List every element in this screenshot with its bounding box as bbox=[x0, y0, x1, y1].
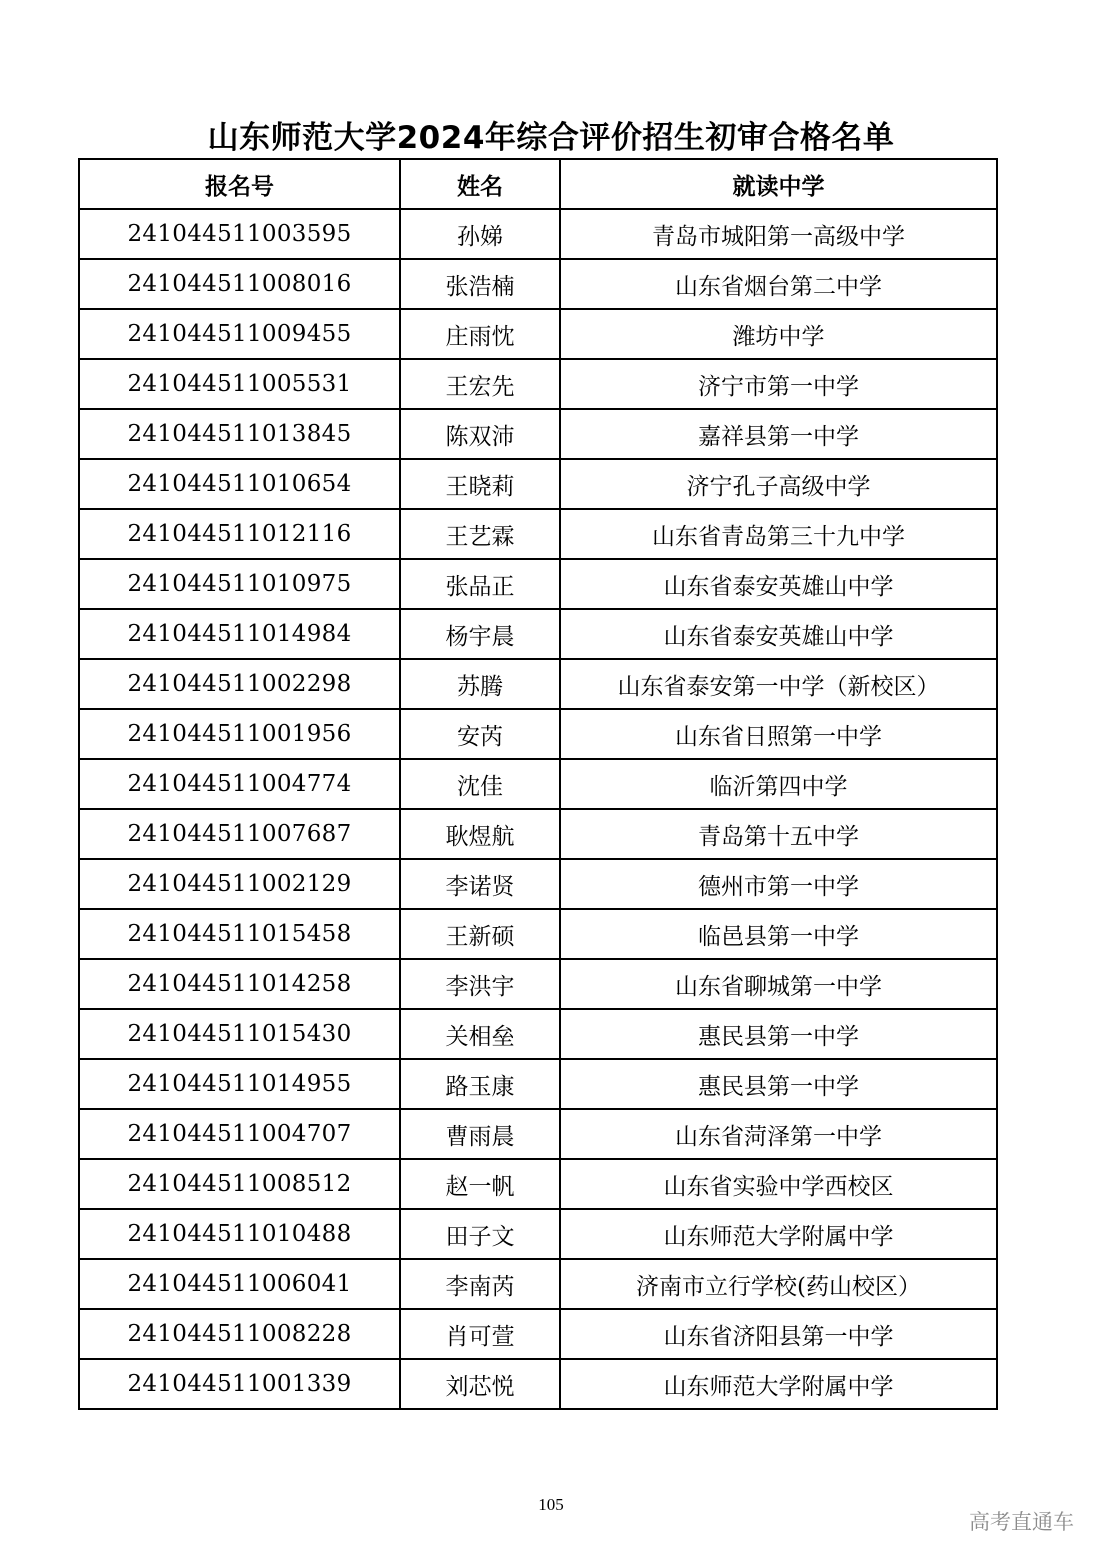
cell-school: 惠民县第一中学 bbox=[560, 1059, 997, 1109]
cell-registration-number: 241044511004707 bbox=[79, 1109, 400, 1159]
cell-registration-number: 241044511005531 bbox=[79, 359, 400, 409]
cell-school: 山东师范大学附属中学 bbox=[560, 1209, 997, 1259]
cell-student-name: 沈佳 bbox=[400, 759, 560, 809]
cell-student-name: 安芮 bbox=[400, 709, 560, 759]
cell-registration-number: 241044511002298 bbox=[79, 659, 400, 709]
cell-school: 山东省泰安英雄山中学 bbox=[560, 559, 997, 609]
table-row bbox=[79, 1209, 997, 1259]
cell-student-name: 张品正 bbox=[400, 559, 560, 609]
cell-registration-number: 241044511014984 bbox=[79, 609, 400, 659]
table-row bbox=[79, 909, 997, 959]
cell-registration-number: 241044511015430 bbox=[79, 1009, 400, 1059]
cell-registration-number: 241044511001339 bbox=[79, 1359, 400, 1409]
cell-student-name: 关相垒 bbox=[400, 1009, 560, 1059]
cell-student-name: 王艺霖 bbox=[400, 509, 560, 559]
table-row bbox=[79, 409, 997, 459]
cell-student-name: 李洪宇 bbox=[400, 959, 560, 1009]
table-row bbox=[79, 1059, 997, 1109]
cell-school: 山东省聊城第一中学 bbox=[560, 959, 997, 1009]
cell-registration-number: 241044511014955 bbox=[79, 1059, 400, 1109]
cell-school: 山东师范大学附属中学 bbox=[560, 1359, 997, 1409]
cell-school: 山东省济阳县第一中学 bbox=[560, 1309, 997, 1359]
cell-student-name: 张浩楠 bbox=[400, 259, 560, 309]
cell-student-name: 肖可萱 bbox=[400, 1309, 560, 1359]
table-row bbox=[79, 659, 997, 709]
table-row bbox=[79, 459, 997, 509]
cell-registration-number: 241044511010975 bbox=[79, 559, 400, 609]
cell-school: 青岛市城阳第一高级中学 bbox=[560, 209, 997, 259]
cell-registration-number: 241044511003595 bbox=[79, 209, 400, 259]
cell-student-name: 李诺贤 bbox=[400, 859, 560, 909]
cell-registration-number: 241044511010488 bbox=[79, 1209, 400, 1259]
cell-registration-number: 241044511012116 bbox=[79, 509, 400, 559]
table-row bbox=[79, 259, 997, 309]
cell-student-name: 庄雨忱 bbox=[400, 309, 560, 359]
cell-student-name: 王新硕 bbox=[400, 909, 560, 959]
cell-school: 山东省菏泽第一中学 bbox=[560, 1109, 997, 1159]
cell-school: 嘉祥县第一中学 bbox=[560, 409, 997, 459]
table-row bbox=[79, 1259, 997, 1309]
page-title: 山东师范大学2024年综合评价招生初审合格名单 bbox=[207, 120, 895, 156]
cell-registration-number: 241044511009455 bbox=[79, 309, 400, 359]
cell-school: 临沂第四中学 bbox=[560, 759, 997, 809]
cell-registration-number: 241044511010654 bbox=[79, 459, 400, 509]
table-row bbox=[79, 859, 997, 909]
table-row bbox=[79, 959, 997, 1009]
cell-school: 济南市立行学校(药山校区） bbox=[560, 1259, 997, 1309]
cell-registration-number: 241044511004774 bbox=[79, 759, 400, 809]
cell-school: 山东省日照第一中学 bbox=[560, 709, 997, 759]
table-row bbox=[79, 509, 997, 559]
cell-registration-number: 241044511002129 bbox=[79, 859, 400, 909]
cell-student-name: 赵一帆 bbox=[400, 1159, 560, 1209]
cell-school: 山东省实验中学西校区 bbox=[560, 1159, 997, 1209]
cell-school: 山东省烟台第二中学 bbox=[560, 259, 997, 309]
cell-student-name: 路玉康 bbox=[400, 1059, 560, 1109]
cell-school: 潍坊中学 bbox=[560, 309, 997, 359]
watermark: 高考直通车 bbox=[969, 1510, 1074, 1534]
cell-registration-number: 241044511013845 bbox=[79, 409, 400, 459]
cell-school: 惠民县第一中学 bbox=[560, 1009, 997, 1059]
cell-registration-number: 241044511007687 bbox=[79, 809, 400, 859]
table-row bbox=[79, 559, 997, 609]
cell-school: 山东省泰安第一中学（新校区） bbox=[560, 659, 997, 709]
column-header-name: 姓名 bbox=[400, 159, 560, 209]
cell-student-name: 陈双沛 bbox=[400, 409, 560, 459]
table-header-row bbox=[79, 159, 997, 209]
table-row bbox=[79, 1109, 997, 1159]
cell-registration-number: 241044511008016 bbox=[79, 259, 400, 309]
table-row bbox=[79, 809, 997, 859]
cell-school: 山东省泰安英雄山中学 bbox=[560, 609, 997, 659]
table-row bbox=[79, 1359, 997, 1409]
table-row bbox=[79, 309, 997, 359]
cell-school: 青岛第十五中学 bbox=[560, 809, 997, 859]
cell-registration-number: 241044511008512 bbox=[79, 1159, 400, 1209]
table-row bbox=[79, 1009, 997, 1059]
cell-school: 山东省青岛第三十九中学 bbox=[560, 509, 997, 559]
cell-registration-number: 241044511006041 bbox=[79, 1259, 400, 1309]
cell-school: 济宁孔子高级中学 bbox=[560, 459, 997, 509]
cell-student-name: 田子文 bbox=[400, 1209, 560, 1259]
cell-registration-number: 241044511014258 bbox=[79, 959, 400, 1009]
cell-student-name: 王晓莉 bbox=[400, 459, 560, 509]
column-header-school: 就读中学 bbox=[560, 159, 997, 209]
cell-student-name: 刘芯悦 bbox=[400, 1359, 560, 1409]
cell-student-name: 苏腾 bbox=[400, 659, 560, 709]
cell-school: 济宁市第一中学 bbox=[560, 359, 997, 409]
cell-student-name: 李南芮 bbox=[400, 1259, 560, 1309]
cell-registration-number: 241044511008228 bbox=[79, 1309, 400, 1359]
table-row bbox=[79, 709, 997, 759]
table-row bbox=[79, 609, 997, 659]
page-number: 105 bbox=[538, 1495, 564, 1514]
cell-student-name: 王宏先 bbox=[400, 359, 560, 409]
cell-student-name: 曹雨晨 bbox=[400, 1109, 560, 1159]
table-row bbox=[79, 1159, 997, 1209]
cell-registration-number: 241044511015458 bbox=[79, 909, 400, 959]
cell-student-name: 杨宇晨 bbox=[400, 609, 560, 659]
table-row bbox=[79, 209, 997, 259]
cell-school: 德州市第一中学 bbox=[560, 859, 997, 909]
table-row bbox=[79, 359, 997, 409]
table-row bbox=[79, 1309, 997, 1359]
column-header-registration-number: 报名号 bbox=[79, 159, 400, 209]
table-row bbox=[79, 759, 997, 809]
cell-student-name: 孙娣 bbox=[400, 209, 560, 259]
cell-school: 临邑县第一中学 bbox=[560, 909, 997, 959]
cell-registration-number: 241044511001956 bbox=[79, 709, 400, 759]
cell-student-name: 耿煜航 bbox=[400, 809, 560, 859]
admission-list-table bbox=[78, 158, 998, 1410]
table-body bbox=[79, 209, 997, 1409]
